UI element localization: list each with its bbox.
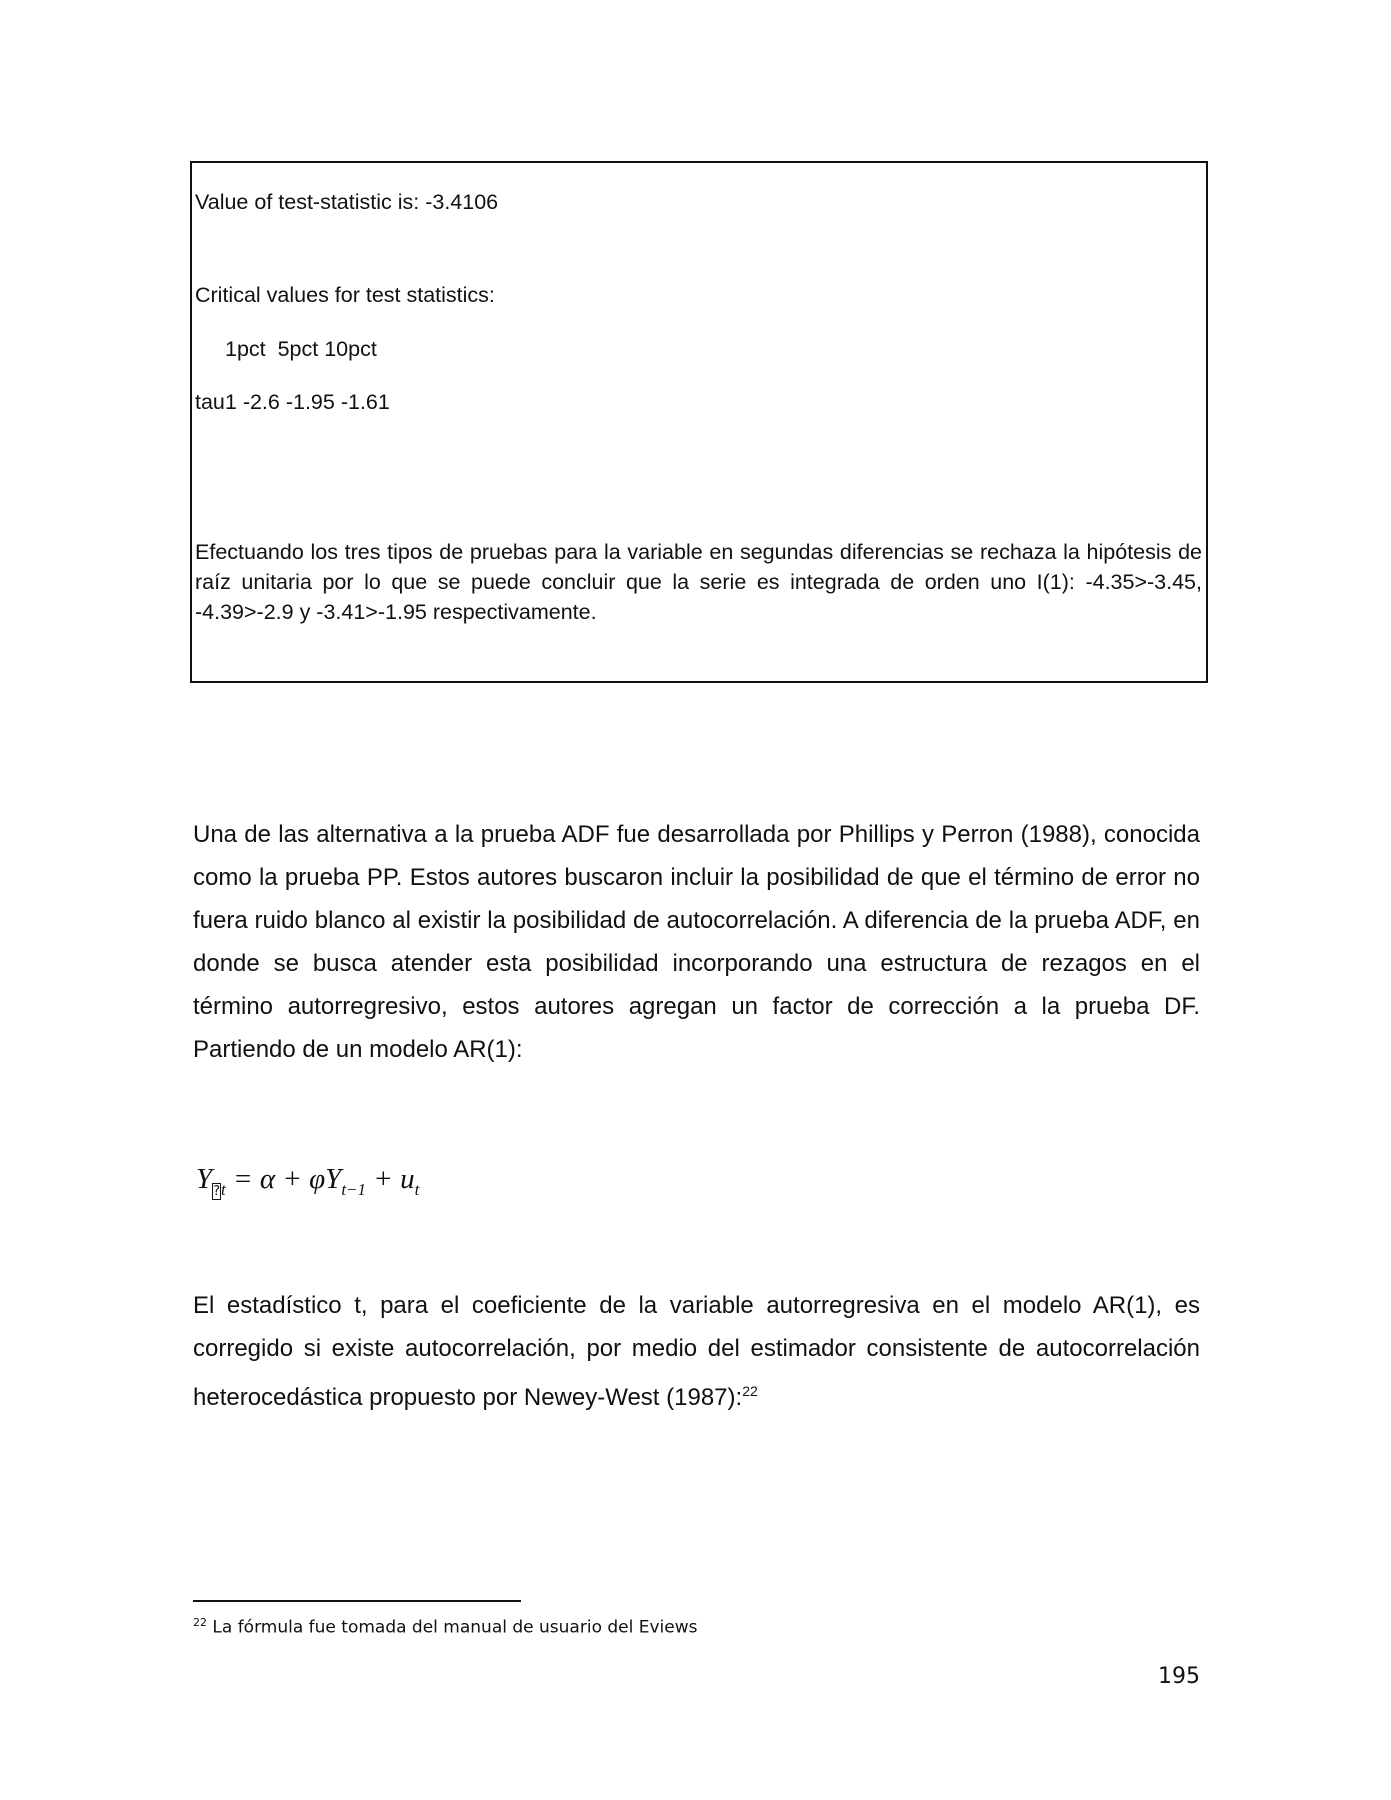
paragraph-text: El estadístico t, para el coeficiente de la variable autorregresiva en el modelo AR(1), es corregido si existe autocorrelación, por medio del estimador consistente de autocorrelación heterocedástica propuesto por Newey-West (1987): [193, 1292, 1200, 1411]
footnote-divider [193, 1600, 521, 1602]
test-statistic-line: Value of test-statistic is: -3.4106 [195, 190, 499, 214]
eq-lhs-sub: t [221, 1179, 226, 1199]
eq-rhs: = α + φY [225, 1163, 342, 1195]
test-output-box [190, 161, 1208, 683]
paragraph-newey-west [193, 1284, 1200, 1419]
critical-values-columns: 1pct 5pct 10pct [225, 337, 377, 361]
tau1-row: tau1 -2.6 -1.95 -1.61 [195, 390, 390, 414]
box-conclusion: Efectuando los tres tipos de pruebas para la variable en segundas diferencias se rechaza la hipótesis de raíz unitaria por lo que se puede concluir que la serie es integrada de orden uno I(1): -4.35>-3.45, -4.39>-2.9 y -3.41>-1.95 respectivamente. [195, 540, 1202, 624]
eq-lhs: Y [196, 1163, 213, 1195]
paragraph-pp-test: Una de las alternativa a la prueba ADF fue desarrollada por Phillips y Perron (1988), conocida como la prueba PP. Estos autores buscaron incluir la posibilidad de que el término de error no fuera ruido blanco al existir la posibilidad de autocorrelación. A diferencia de la prueba ADF, en donde se busca atender esta posibilidad incorporando una estructura de rezagos en el término autorregresivo, estos autores agregan un factor de corrección a la prueba DF. Partiendo de un modelo AR(1): [193, 821, 1200, 1063]
footnote [193, 1616, 698, 1638]
footnote-text: La fórmula fue tomada del manual de usuario del Eviews [207, 1617, 698, 1638]
ar1-equation [196, 1163, 419, 1200]
page-number: 195 [1158, 1664, 1200, 1689]
eq-error-sub: t [414, 1179, 420, 1199]
missing-glyph: ? [213, 1183, 221, 1199]
footnote-number: 22 [193, 1616, 207, 1629]
eq-lag-sub: t−1 [341, 1179, 367, 1199]
critical-values-header: Critical values for test statistics: [195, 283, 495, 307]
footnote-reference[interactable]: 22 [742, 1383, 758, 1399]
eq-error: + u [366, 1163, 415, 1195]
